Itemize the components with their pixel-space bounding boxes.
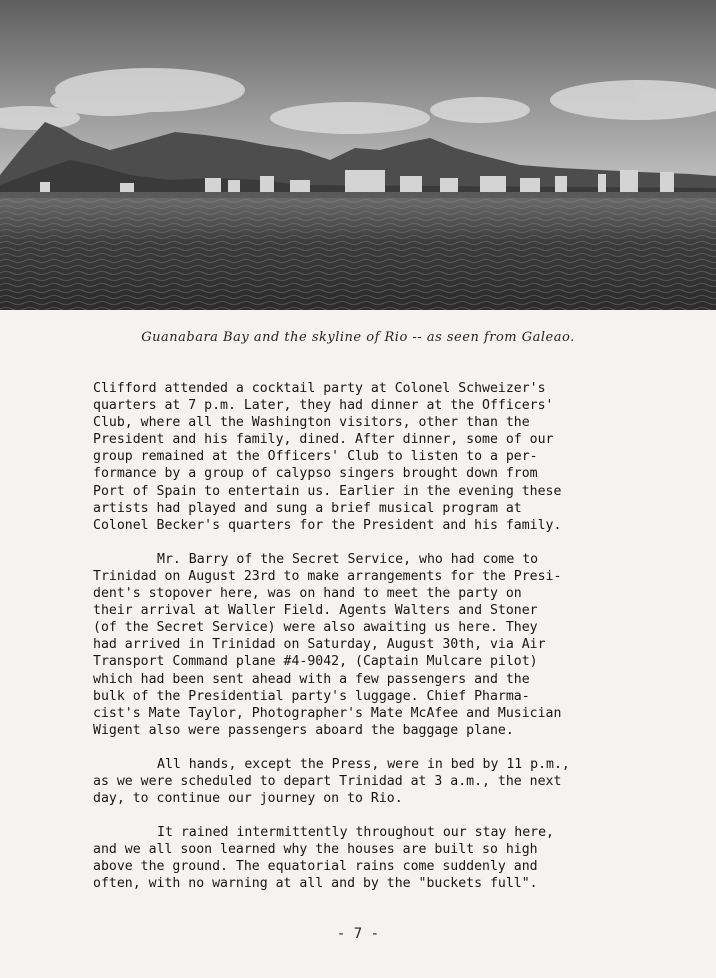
paragraph: It rained intermittently throughout our stay here, and we all soon learned why the houses are built so high above the ground. The equatorial rains come suddenly and often, with no warning at all and by the "buckets full". (93, 825, 554, 892)
paragraph: Mr. Barry of the Secret Service, who had come to Trinidad on August 23rd to make arrangements for the Presi- dent's stopover here, was on hand to meet the party on their arrival at Waller Field. Agents Walters and Stoner (of the Secret Service) were also awaiting us here. They had arrived in Trinidad on Saturday, August 30th, via Air Transport Command plane #4-9042, (Captain Mulcare pilot) which had been sent ahead with a few passengers and the bulk of the Presidential party's luggage. Chief Pharma- cist's Mate Taylor, Photographer's Mate McAfee and Musician Wigent also were passengers aboard the baggage plane. (93, 551, 562, 738)
page-number: - 7 - (336, 926, 380, 942)
body-text (93, 380, 593, 910)
photo-caption: Guanabara Bay and the skyline of Rio -- as seen from Galeao. (141, 330, 575, 345)
photo-guanabara-bay (0, 0, 716, 310)
paragraph: Clifford attended a cocktail party at Colonel Schweizer's quarters at 7 p.m. Later, they had dinner at the Officers' Club, where all the Washington visitors, other than the President and his family, dined. After dinner, some of our group remained at the Officers' Club to listen to a per- formance by a group of calypso singers brought down from Port of Spain to entertain us. Earlier in the evening these artists had played and sung a brief musical program at Colonel Becker's quarters for the President and his family. (93, 381, 562, 533)
bay-skyline-image (0, 0, 716, 310)
paragraph: All hands, except the Press, were in bed by 11 p.m., as we were scheduled to depart Trinidad at 3 a.m., the next day, to continue our journey on to Rio. (93, 756, 570, 807)
